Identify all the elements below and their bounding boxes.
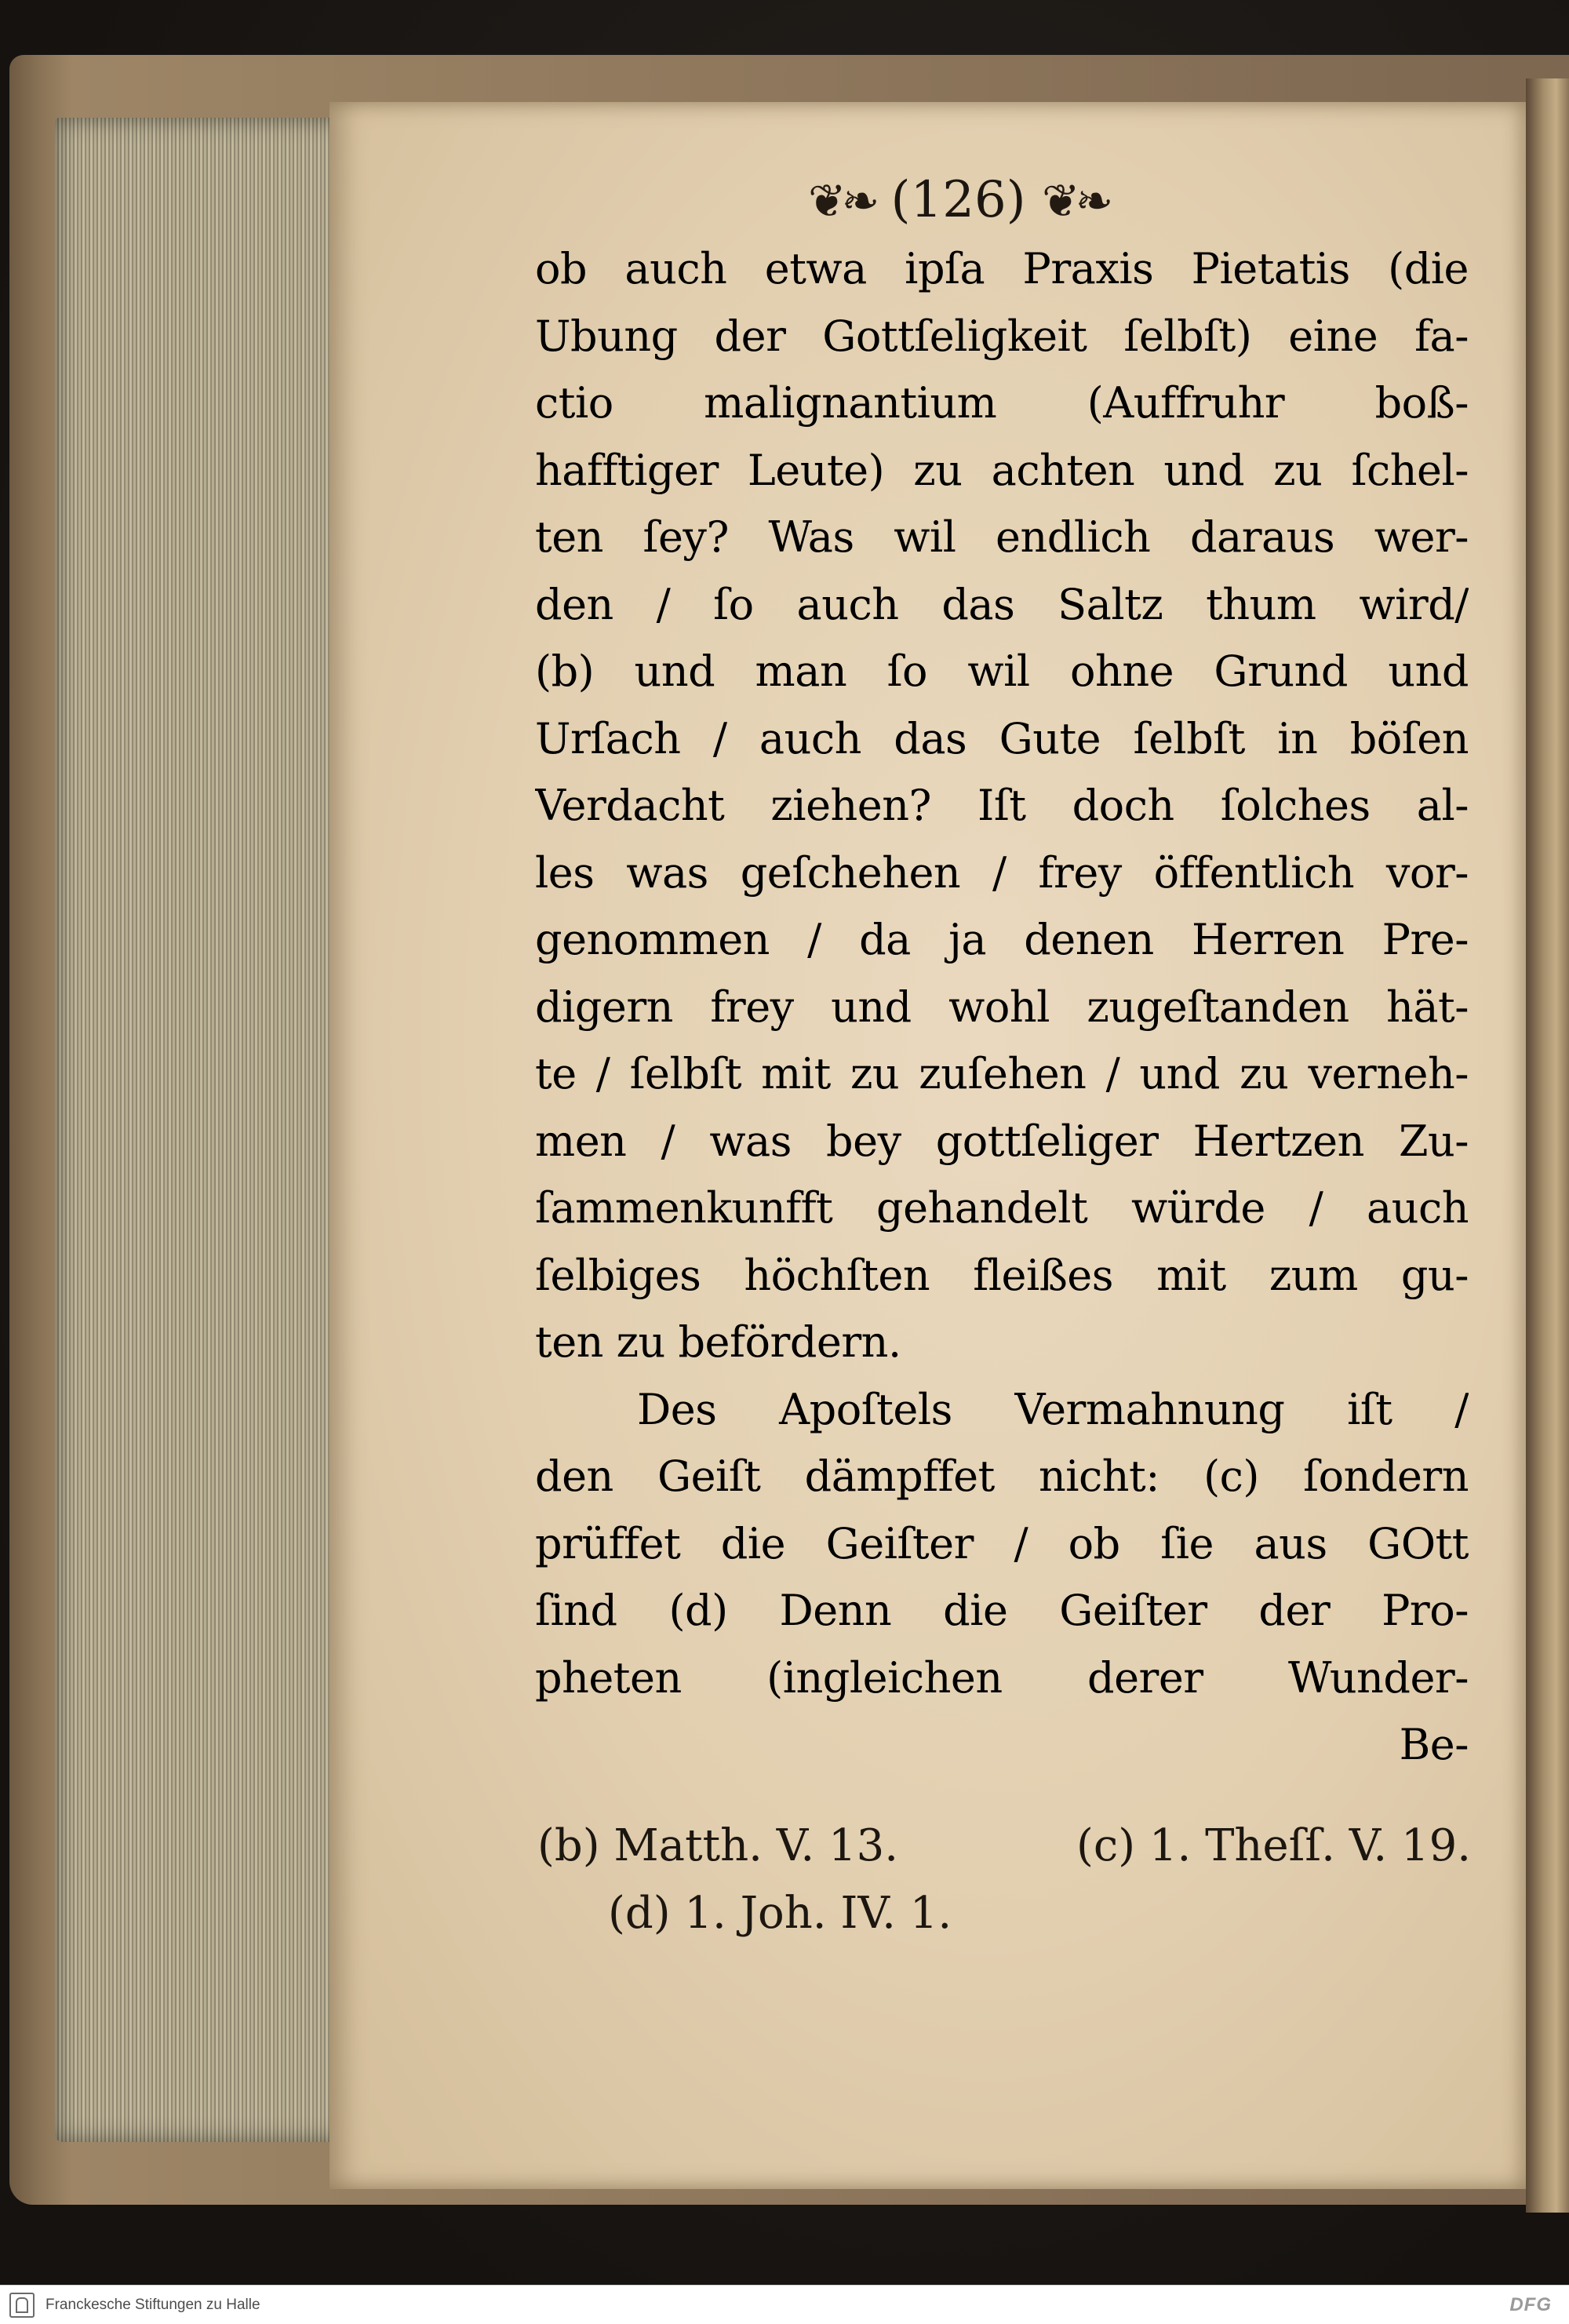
footnote-d: (d) 1. Joh. IV. 1. (608, 1888, 952, 1939)
text-line: te / ſelbſt mit zu zuſehen / und zu verneh- (535, 1049, 1469, 1098)
text-line: genommen / da ja denen Herren Pre- (535, 915, 1469, 964)
text-line: ctio malignantium (Auffruhr boß- (535, 378, 1469, 428)
page-number: (126) (890, 171, 1026, 229)
page-body-text (535, 235, 1469, 1779)
text-line: prüffet die Geiſter / ob ſie aus GOtt (535, 1518, 1469, 1568)
viewer-footer (0, 2285, 1569, 2324)
text-line: ten ſey? Was wil endlich daraus wer- (535, 512, 1469, 562)
footnote-row (537, 1812, 1471, 1880)
text-line: ob auch etwa ipſa Praxis Pietatis (die (535, 244, 1469, 293)
text-line: ſelbiges höchſten fleißes mit zum gu- (535, 1250, 1469, 1300)
text-line: ſind (d) Denn die Geiſter der Pro- (535, 1586, 1469, 1635)
text-line: hafftiger Leute) zu achten und zu ſchel- (535, 445, 1469, 495)
footnotes (537, 1812, 1471, 1947)
dfg-logo: DFG (1509, 2293, 1552, 2315)
text-line: pheten (ingleichen derer Wunder- (535, 1652, 1469, 1703)
text-line: den / ſo auch das Saltz thum wird/ (535, 579, 1469, 629)
footnote-b: (b) Matth. V. 13. (537, 1820, 899, 1871)
text-line: ſammenkunfft gehandelt würde / auch (535, 1183, 1469, 1233)
text-line: Des Apoſtels Vermahnung iſt / (637, 1384, 1469, 1434)
page-edges-stack (55, 118, 369, 2142)
text-line: digern frey und wohl zugeſtanden hät- (535, 982, 1469, 1032)
footnote-c: (c) 1. Theſſ. V. 19. (1076, 1820, 1471, 1871)
text-line: (b) und man ſo wil ohne Grund und (535, 647, 1469, 696)
binding-edge (1526, 78, 1569, 2213)
footnote-row (537, 1880, 1471, 1947)
text-line: Urſach / auch das Gute ſelbſt in böſen (535, 713, 1469, 763)
text-line: Ubung der Gottſeligkeit ſelbſt) eine fa- (535, 311, 1469, 361)
text-line: Verdacht ziehen? Iſt doch ſolches al- (535, 781, 1469, 830)
franckesche-stiftungen-logo-icon (9, 2293, 35, 2318)
institution-name[interactable]: Franckesche Stiftungen zu Halle (46, 2296, 260, 2313)
text-line: den Geiſt dämpffet nicht: (c) ſondern (535, 1452, 1469, 1501)
text-line: men / was bey gottſeliger Hertzen Zu- (535, 1116, 1469, 1166)
page-number-header (808, 169, 1200, 232)
text-line: les was geſchehen / frey öffentlich vor- (535, 847, 1469, 898)
ornament-left-icon: ❦❧ (808, 174, 876, 228)
catchword: Be- (1399, 1720, 1469, 1769)
ornament-right-icon: ❦❧ (1041, 174, 1109, 228)
text-line: ten zu befördern. (535, 1317, 901, 1367)
